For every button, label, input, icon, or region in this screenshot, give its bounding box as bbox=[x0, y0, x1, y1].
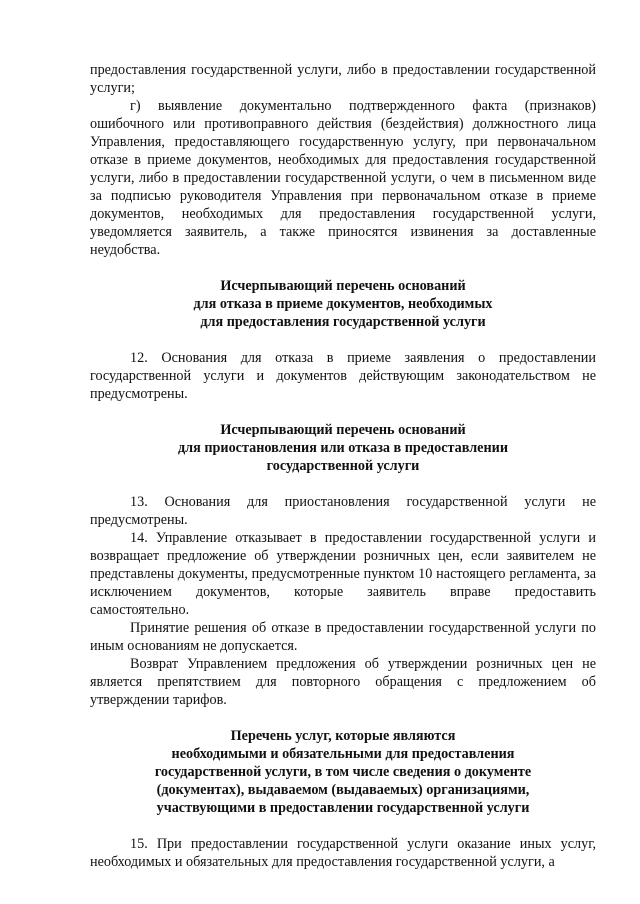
paragraph-12: 12. Основания для отказа в приеме заявления о предоставлении государственной услуги и документов действующим законодательством не предусмотрены. bbox=[90, 350, 596, 402]
document-page bbox=[90, 61, 596, 871]
heading-line: государственной услуги bbox=[266, 458, 420, 474]
heading-line: для отказа в приеме документов, необходимых bbox=[193, 296, 493, 312]
paragraph-14: 14. Управление отказывает в предоставлении государственной услуги и возвращает предложение об утверждении розничных цен, если заявителем не представлены документы, предусмотренные пунктом 10 настоящего регламента, за исключением документов, которые заявитель вправе предоставить самостоятельно. bbox=[90, 530, 596, 618]
section-heading-suspension-refusal bbox=[90, 421, 596, 475]
heading-line: для приостановления или отказа в предоставлении bbox=[177, 440, 508, 456]
heading-line: необходимыми и обязательными для предоставления bbox=[171, 746, 515, 762]
section-heading-required-services bbox=[90, 727, 596, 817]
heading-line: государственной услуги, в том числе сведения о документе bbox=[154, 764, 532, 780]
heading-line: (документах), выдаваемом (выдаваемых) организациями, bbox=[156, 782, 530, 798]
heading-line: для предоставления государственной услуги bbox=[200, 314, 486, 330]
heading-line: Исчерпывающий перечень оснований bbox=[220, 278, 466, 294]
paragraph-15: 15. При предоставлении государственной услуги оказание иных услуг, необходимых и обязательных для предоставления государственной услуги, а bbox=[90, 836, 596, 870]
heading-line: Перечень услуг, которые являются bbox=[230, 728, 456, 744]
paragraph-item-g: г) выявление документально подтвержденного факта (признаков) ошибочного или противоправного действия (бездействия) должностного лица Управления, предоставляющего государственную услугу, при первоначальном отказе в приеме документов, необходимых для предоставления государственной услуги, либо в предоставлении государственной услуги, о чем в письменном виде за подписью руководителя Управления при первоначальном отказе в приеме документов, необходимых для предоставления государственной услуги, уведомляется заявитель, а также приносятся извинения за доставленные неудобства. bbox=[90, 98, 596, 258]
section-heading-refusal-acceptance bbox=[90, 277, 596, 331]
paragraph-continuation: предоставления государственной услуги, либо в предоставлении государственной услуги; bbox=[90, 62, 596, 96]
paragraph-13: 13. Основания для приостановления государственной услуги не предусмотрены. bbox=[90, 494, 596, 528]
heading-line: Исчерпывающий перечень оснований bbox=[220, 422, 466, 438]
paragraph-return-proposal: Возврат Управлением предложения об утверждении розничных цен не является препятствием для повторного обращения с предложением об утверждении тарифов. bbox=[90, 656, 596, 708]
heading-line: участвующими в предоставлении государственной услуги bbox=[156, 800, 530, 816]
paragraph-refusal-other-grounds: Принятие решения об отказе в предоставлении государственной услуги по иным основаниям не допускается. bbox=[90, 620, 596, 654]
